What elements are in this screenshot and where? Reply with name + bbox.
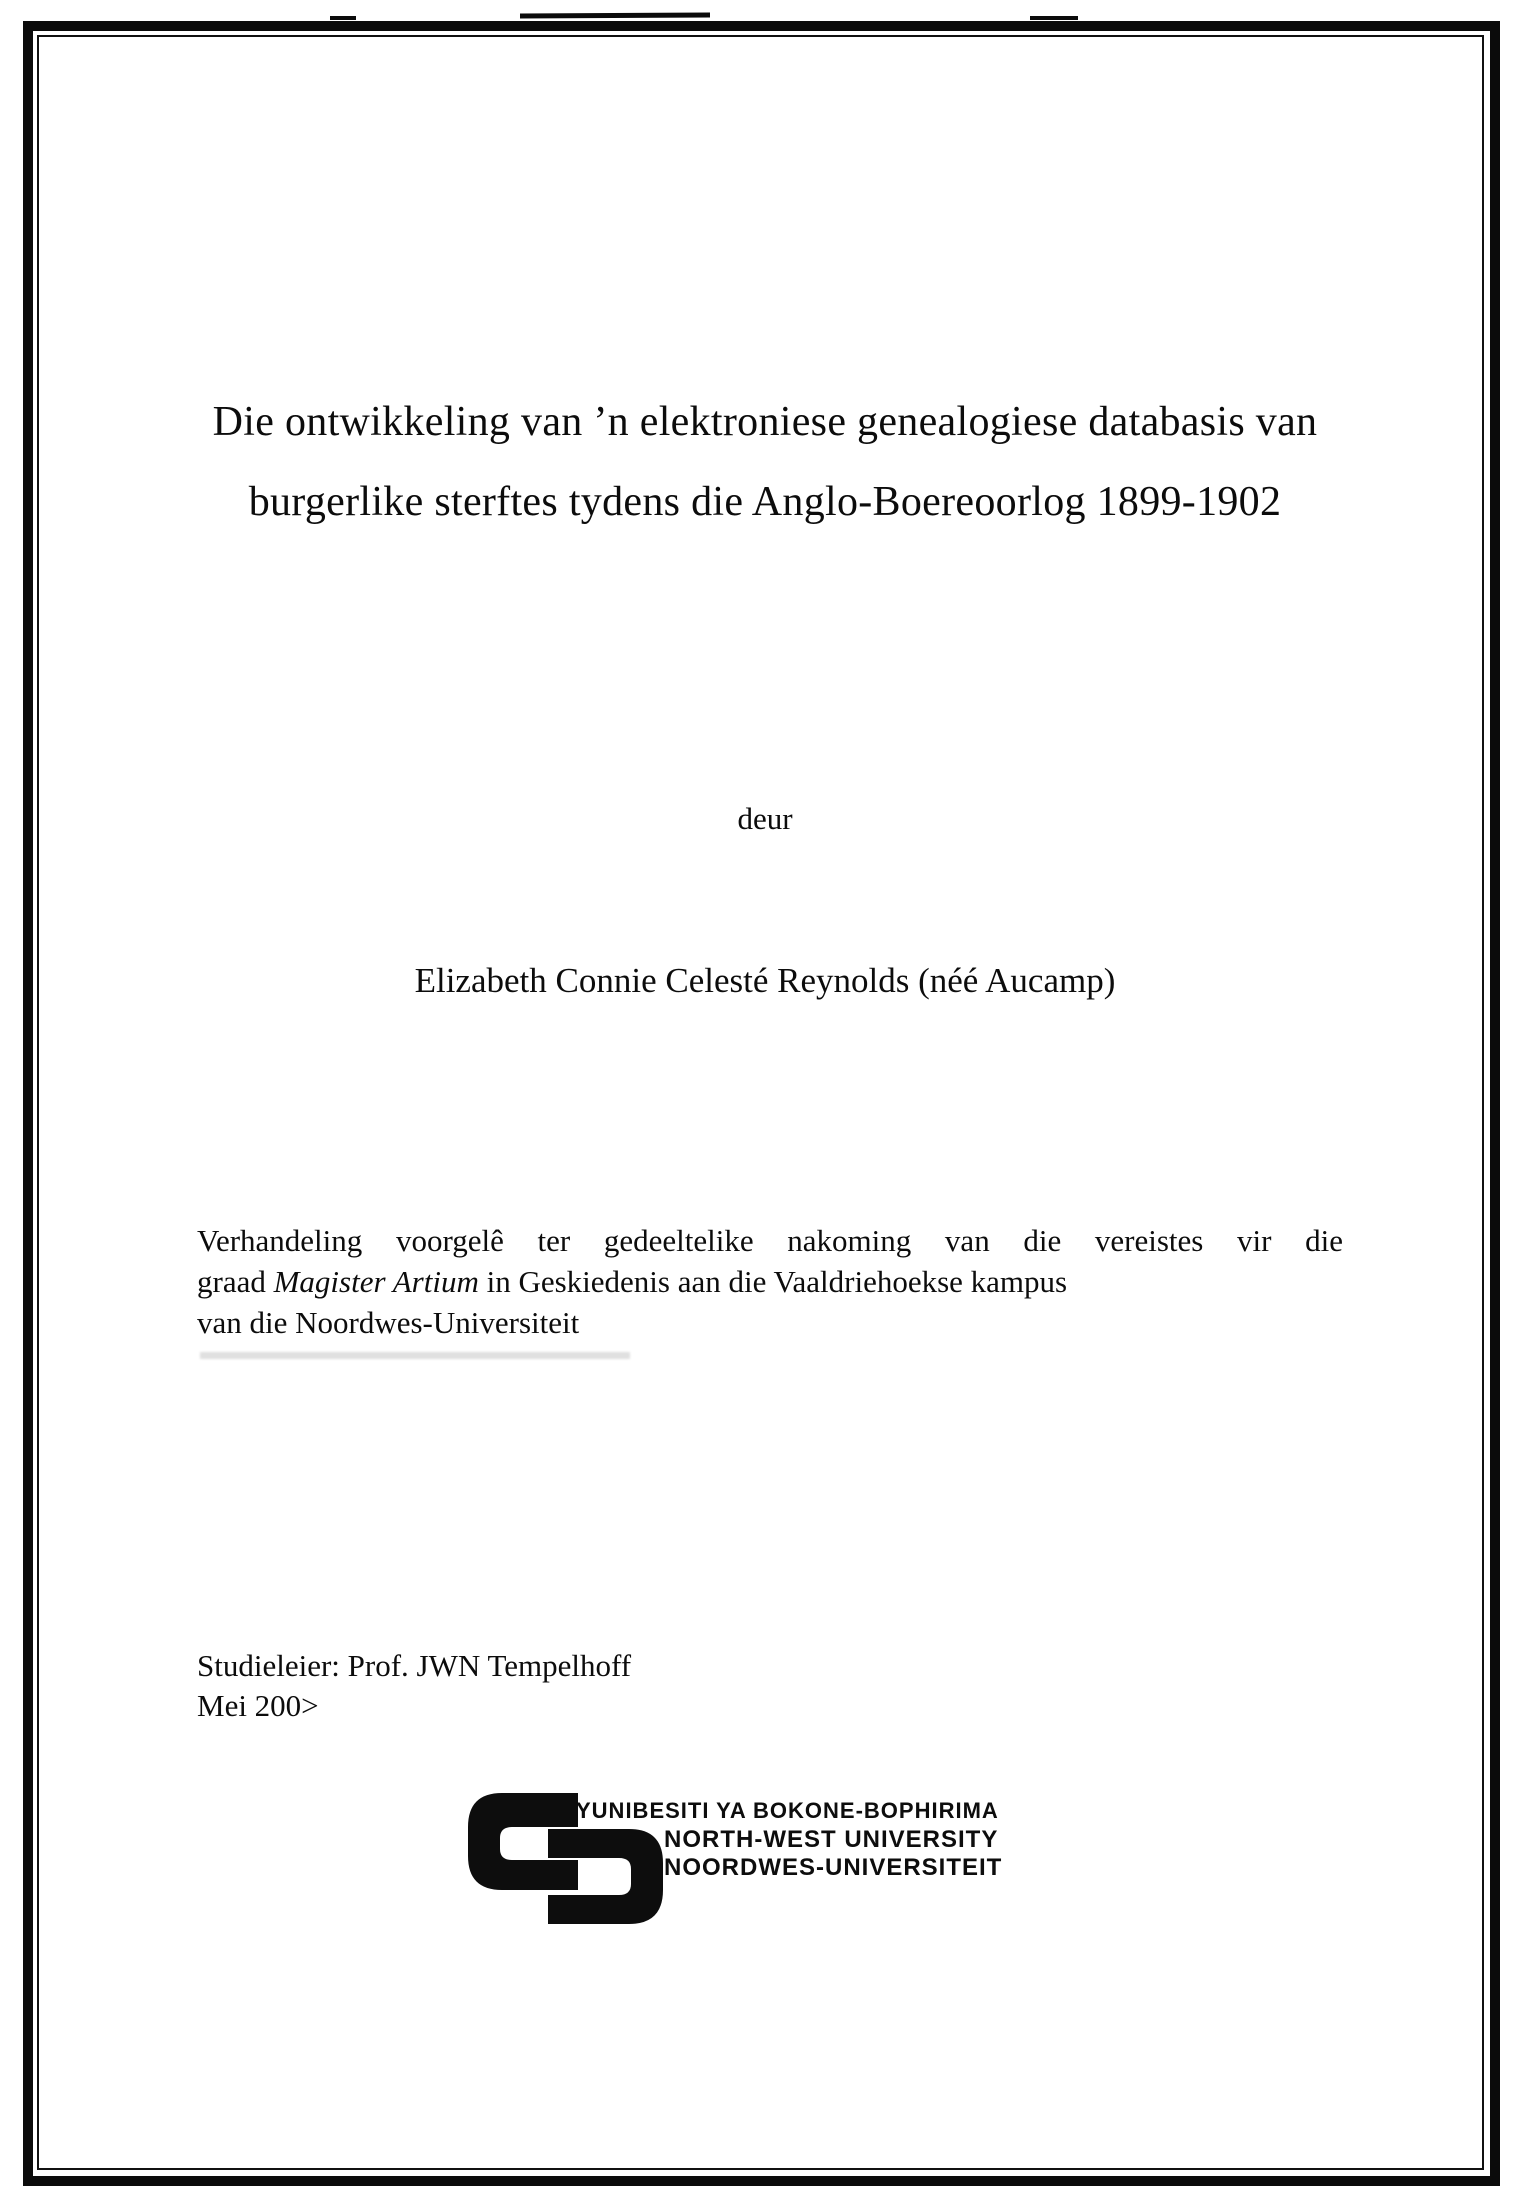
byline-deur: deur bbox=[737, 801, 793, 836]
degree-statement-line1: Verhandeling voorgelê ter gedeeltelike nakoming van die vereistes vir die bbox=[197, 1223, 1343, 1258]
degree-statement-line2: graad Magister Artium in Geskiedenis aan die Vaaldriehoekse kampus bbox=[197, 1264, 1068, 1299]
thesis-title-line1: Die ontwikkeling van ’n elektroniese genealogiese databasis van bbox=[212, 399, 1318, 445]
thesis-title bbox=[190, 382, 1340, 542]
scan-artifact bbox=[1030, 16, 1078, 20]
logo-text-line3: NOORDWES-UNIVERSITEIT bbox=[664, 1854, 1003, 1881]
date-line: Mei 200> bbox=[197, 1688, 319, 1723]
degree-statement-line3: van die Noordwes-Universiteit bbox=[197, 1305, 580, 1340]
logo-text-line1: YUNIBESITI YA BOKONE-BOPHIRIMA bbox=[576, 1798, 999, 1823]
thesis-title-line2: burgerlike sterftes tydens die Anglo-Boereoorlog 1899-1902 bbox=[248, 479, 1282, 525]
author-name: Elizabeth Connie Celesté Reynolds (néé Aucamp) bbox=[414, 961, 1116, 1000]
scan-smudge bbox=[200, 1352, 630, 1359]
supervisor-line: Studieleier: Prof. JWN Tempelhoff bbox=[197, 1648, 632, 1683]
nwu-logo bbox=[468, 1793, 1108, 1933]
degree-name-italic: Magister Artium bbox=[273, 1264, 479, 1299]
scan-artifact bbox=[520, 13, 710, 19]
logo-text-line2: NORTH-WEST UNIVERSITY bbox=[664, 1826, 999, 1853]
degree-statement bbox=[197, 1220, 1343, 1343]
scan-artifact bbox=[330, 16, 356, 20]
